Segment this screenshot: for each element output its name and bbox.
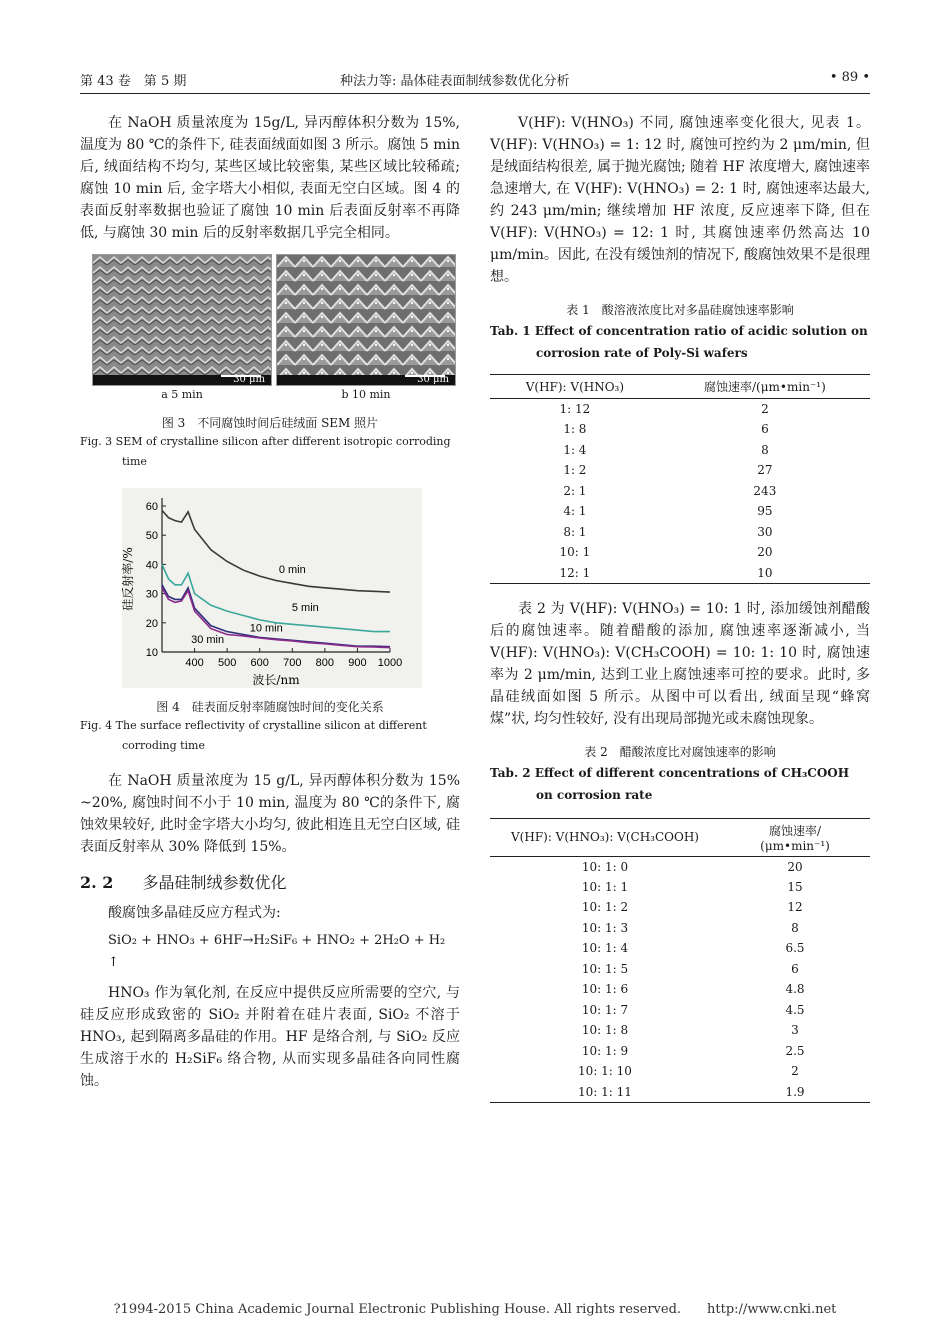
table2-row	[490, 1000, 870, 1021]
header-title: 种法力等: 晶体硅表面制绒参数优化分析	[340, 74, 570, 89]
table2-header-rate	[720, 818, 870, 856]
y-tick-label: 30	[145, 588, 158, 601]
x-tick-label: 500	[217, 657, 237, 669]
table2-rate-cell: 15	[787, 879, 803, 894]
table2-rate-cell: 20	[787, 859, 803, 874]
table2-header-rate-line2: (μm•min⁻¹)	[760, 838, 830, 853]
table2-row	[490, 856, 870, 877]
table2-row	[490, 877, 870, 898]
x-tick-label: 700	[283, 657, 302, 669]
table2-row	[490, 1061, 870, 1082]
fig4-caption-en-line2: corroding time	[122, 739, 205, 752]
left-column	[80, 112, 460, 1092]
figure-4	[80, 484, 460, 694]
table1-rate-cell: 27	[757, 463, 773, 478]
table1-rate-cell: 95	[757, 504, 773, 519]
x-tick-label: 400	[185, 657, 204, 669]
section-heading-2-2	[80, 870, 460, 896]
fig4-caption-en	[80, 716, 460, 756]
sem-label-a: a 5 min	[161, 388, 203, 401]
table1-row	[490, 501, 870, 522]
table1-rate-cell: 10	[660, 563, 870, 584]
table2-ratio-cell: 10: 1: 7	[581, 1002, 629, 1017]
series-label-10-min: 10 min	[249, 622, 283, 635]
x-tick-label: 900	[348, 657, 367, 669]
table2-caption-cn: 表 2 醋酸浓度比对腐蚀速率的影响	[584, 744, 776, 759]
table1-caption-en	[490, 320, 870, 364]
copyright-footer: ?1994-2015 China Academic Journal Electronic Publishing House. All rights reserved. http://www.cnki.net	[113, 1302, 837, 1317]
running-header	[80, 70, 870, 94]
table2-rate-cell: 4.8	[785, 982, 805, 997]
table2-row	[490, 979, 870, 1000]
table1-ratio-cell: 10: 1	[559, 545, 591, 560]
table2-header-rate-line1: 腐蚀速率/	[768, 823, 822, 838]
table1-caption-cn: 表 1 酸溶液浓度比对多晶硅腐蚀速率影响	[566, 303, 794, 317]
table1-row	[490, 419, 870, 440]
sem-label-b: b 10 min	[341, 388, 391, 401]
table2-rate-cell: 4.5	[785, 1002, 805, 1017]
table2-ratio-cell: 10: 1: 8	[581, 1023, 629, 1038]
table2-ratio-cell: 10: 1: 9	[581, 1043, 629, 1058]
table2-header-ratio: V(HF): V(HNO₃): V(CH₃COOH)	[490, 818, 720, 856]
table1-caption-en-line2: corrosion rate of Poly-Si wafers	[536, 346, 748, 360]
table1-row	[490, 563, 870, 584]
table2-rate-cell: 6	[791, 961, 799, 976]
table2-ratio-cell: 10: 1: 10	[578, 1064, 632, 1079]
table2-row	[490, 959, 870, 980]
table2-rate-cell: 3	[791, 1023, 799, 1038]
scale-bar-label-a: 30 μm	[233, 374, 265, 385]
table1-ratio-cell: 12: 1	[490, 563, 660, 584]
table1-rate-cell: 6	[761, 422, 769, 437]
x-tick-label: 800	[315, 657, 335, 669]
section-number: 2. 2	[80, 873, 114, 892]
table2-rate-cell: 2.5	[785, 1043, 805, 1058]
x-tick-label: 600	[250, 657, 269, 669]
table2-row	[490, 918, 870, 939]
table1-row	[490, 399, 870, 420]
series-label-30-min: 30 min	[191, 634, 225, 647]
table1-ratio-cell: 4: 1	[563, 504, 587, 519]
table1-rate-cell: 243	[753, 483, 777, 498]
table1-rate-cell: 30	[757, 524, 773, 539]
x-axis-label: 波长/nm	[252, 673, 300, 687]
table2-rate-cell: 2	[791, 1064, 799, 1079]
table2-row	[490, 1041, 870, 1062]
y-tick-label: 50	[145, 530, 158, 543]
header-page-number: • 89 •	[829, 70, 870, 85]
y-tick-label: 60	[145, 501, 158, 513]
table2-rate-cell: 8	[791, 920, 799, 935]
right-column	[490, 112, 870, 1103]
table2-ratio-cell: 10: 1: 0	[581, 859, 629, 874]
scale-bar-label-b: 30 μm	[417, 374, 449, 385]
table2-ratio-cell: 10: 1: 5	[581, 961, 629, 976]
y-tick-label: 40	[145, 559, 158, 572]
table2-rate-cell: 6.5	[785, 941, 805, 956]
x-tick-label: 1000	[377, 657, 403, 669]
table2-row	[490, 897, 870, 918]
section-title: 多晶硅制绒参数优化	[142, 873, 287, 892]
fig3-caption-en	[80, 432, 460, 472]
table1-row	[490, 542, 870, 563]
fig3-caption-en-line1: Fig. 3 SEM of crystalline silicon after different isotropic corroding	[80, 435, 451, 448]
table2-ratio-cell: 10: 1: 2	[581, 900, 629, 915]
table1-row	[490, 481, 870, 502]
table1-row	[490, 522, 870, 543]
table2-caption-en-line2: on corrosion rate	[536, 787, 653, 802]
table1-rate-cell: 2	[761, 402, 769, 416]
table2-ratio-cell: 10: 1: 3	[581, 920, 629, 935]
table1-rate-cell: 20	[757, 545, 773, 560]
table1-caption-en-line1: Tab. 1 Effect of concentration ratio of acidic solution on	[490, 324, 868, 338]
paragraph-hno3-role: HNO₃ 作为氧化剂, 在反应中提供反应所需要的空穴, 与硅反应形成致密的 SiO₂ 并附着在硅片表面, SiO₂ 不溶于 HNO₃, 起到隔离多晶硅的作用。HF 是络合剂, 与 SiO₂ 反应生成溶于水的 H₂SiF₆ 络合物, 从而实现多晶硅各向同性腐蚀。	[80, 985, 460, 1089]
figure-3	[80, 254, 460, 408]
paragraph-acetic-acid: 表 2 为 V(HF): V(HNO₃) = 10: 1 时, 添加缓蚀剂醋酸后的腐蚀速率。随着醋酸的添加, 腐蚀速率逐渐减小, 当 V(HF): V(HNO₃): V(CH₃COOH) = 10: 1: 10 时, 腐蚀速率为 2 μm/min, 达到工业上腐蚀速率可控的要求。此时, 多晶硅绒面如图 5 所示。从图中可以看出, 绒面呈现“蜂窝煤”状, 均匀性较好, 没有出现局部抛光或未腐蚀现象。	[490, 600, 870, 727]
paragraph-naoh-texture: 在 NaOH 质量浓度为 15g/L, 异丙醇体积分数为 15%, 温度为 80 ℃的条件下, 硅表面绒面如图 3 所示。腐蚀 5 min 后, 绒面结构不均匀, 某些区域比较密集, 某些区域比较稀疏; 腐蚀 10 min 后, 金字塔大小相似, 表面无空白区域。图 4 的表面反射率数据也验证了腐蚀 10 min 后表面反射率不再降低, 与腐蚀 30 min 后的反射率数据几乎完全相同。	[80, 115, 460, 241]
header-volume: 第 43 卷 第 5 期	[80, 74, 187, 89]
table2-caption-en-line1: Tab. 2 Effect of different concentrations of CH₃COOH	[490, 765, 850, 780]
series-label-0-min: 0 min	[278, 564, 306, 577]
table2-ratio-cell: 10: 1: 11	[490, 1082, 720, 1103]
sem-image-10min	[276, 254, 456, 386]
fig3-caption-cn: 图 3 不同腐蚀时间后硅绒面 SEM 照片	[161, 416, 379, 430]
table2-ratio-cell: 10: 1: 1	[581, 879, 629, 894]
table-2	[490, 818, 870, 1103]
table1-header-ratio: V(HF): V(HNO₃)	[490, 375, 660, 399]
fig4-caption-cn: 图 4 硅表面反射率随腐蚀时间的变化关系	[156, 700, 384, 714]
reaction-equation: SiO₂ + HNO₃ + 6HF→H₂SiF₆ + HNO₂ + 2H₂O + H₂ ↑	[108, 933, 446, 970]
table1-ratio-cell: 2: 1	[563, 483, 587, 498]
fig3-caption-en-line2: time	[122, 455, 147, 468]
table2-caption-en	[490, 762, 870, 806]
y-tick-label: 10	[145, 647, 158, 659]
table1-ratio-cell: 1: 2	[563, 463, 587, 478]
reflectivity-chart	[80, 484, 460, 694]
y-tick-label: 20	[145, 617, 158, 630]
paragraph-acid-ratio: V(HF): V(HNO₃) 不同, 腐蚀速率变化很大, 见表 1。V(HF): V(HNO₃) = 1: 12 时, 腐蚀可控约为 2 μm/min, 但是绒面结构很差, 属于抛光腐蚀; 随着 HF 浓度增大, 腐蚀速率急速增大, 在 V(HF): V(HNO₃) = 2: 1 时, 腐蚀速率达最大, 约 243 μm/min; 继续增加 HF 浓度, 反应速率下降, 但在 V(HF): V(HNO₃) = 12: 1 时, 其腐蚀速率仍然高达 10 μm/min。因此, 在没有缓蚀剂的情况下, 酸腐蚀效果不是很理想。	[490, 115, 870, 285]
table2-row	[490, 938, 870, 959]
y-axis-label: 硅反射率/%	[121, 547, 135, 611]
paragraph-reaction-intro: 酸腐蚀多晶硅反应方程式为:	[108, 905, 281, 921]
table1-row	[490, 460, 870, 481]
table2-ratio-cell: 10: 1: 6	[581, 982, 629, 997]
table1-ratio-cell: 8: 1	[563, 524, 587, 539]
fig4-caption-en-line1: Fig. 4 The surface reflectivity of crystalline silicon at different	[80, 719, 427, 732]
series-label-5-min: 5 min	[291, 602, 319, 615]
table1-ratio-cell: 1: 8	[563, 422, 587, 437]
table1-ratio-cell: 1: 12	[559, 402, 591, 416]
table2-rate-cell: 12	[787, 900, 803, 915]
sem-image-5min	[92, 254, 272, 386]
table1-ratio-cell: 1: 4	[563, 442, 587, 457]
table1-header-rate: 腐蚀速率/(μm•min⁻¹)	[660, 375, 870, 399]
table1-row	[490, 440, 870, 461]
table2-ratio-cell: 10: 1: 4	[581, 941, 629, 956]
table1-rate-cell: 8	[761, 442, 769, 457]
table2-row	[490, 1082, 870, 1103]
table2-row	[490, 1020, 870, 1041]
table2-rate-cell: 1.9	[720, 1082, 870, 1103]
table-1	[490, 374, 870, 584]
paragraph-naoh-optimal: 在 NaOH 质量浓度为 15 g/L, 异丙醇体积分数为 15% ~20%, 腐蚀时间不小于 10 min, 温度为 80 ℃的条件下, 腐蚀效果较好, 此时金字塔大小均匀, 彼此相连且无空白区域, 硅表面反射率从 30% 降低到 15%。	[80, 773, 460, 855]
